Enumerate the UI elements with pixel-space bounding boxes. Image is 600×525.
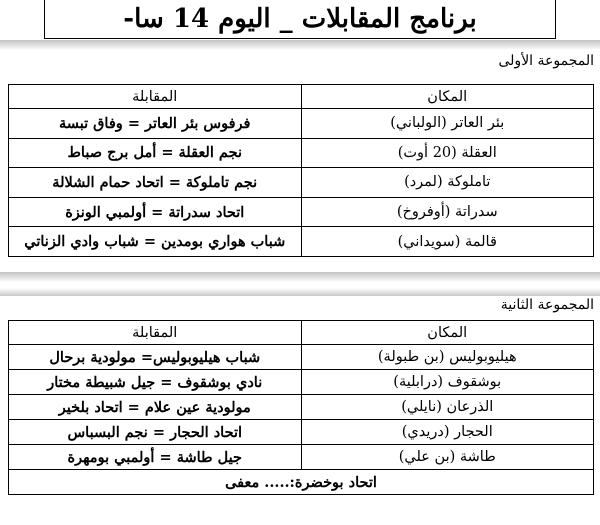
place-cell: بوشقوف (درابلية): [301, 370, 594, 395]
table-row: [9, 395, 594, 420]
place-cell: الذرعان (نايلي): [301, 395, 594, 420]
table-row: [9, 445, 594, 470]
place-cell: تاملوكة (لمرد): [301, 168, 594, 198]
place-cell: الحجار (دريدي): [301, 420, 594, 445]
table-row: [9, 197, 594, 227]
table-header-row: [9, 321, 594, 345]
group2-table: [8, 320, 594, 495]
place-cell: سدراتة (أوفروخ): [301, 197, 594, 227]
table-row: [9, 168, 594, 198]
table-row: [9, 370, 594, 395]
match-cell: نادي بوشقوف = جيل شبيطة مختار: [9, 370, 302, 395]
table-row: [9, 138, 594, 168]
divider-band: [0, 272, 600, 282]
table-row: [9, 109, 594, 139]
match-cell: مولودية عين علام = اتحاد بلخير: [9, 395, 302, 420]
match-cell: شباب هيليوبوليس= مولودية برحال: [9, 345, 302, 370]
table-header-row: [9, 85, 594, 109]
place-cell: بئر العاتر (الولباني): [301, 109, 594, 139]
match-cell: شباب هواري بومدين = شباب وادي الزناتي: [9, 227, 302, 257]
title-box: [44, 0, 556, 39]
divider-band: [0, 288, 600, 296]
header-place: المكان: [301, 85, 594, 109]
header-place: المكان: [301, 321, 594, 345]
match-cell: اتحاد سدراتة = أولمبي الونزة: [9, 197, 302, 227]
table-row: [9, 470, 594, 495]
header-match: المقابلة: [9, 85, 302, 109]
table-row: [9, 345, 594, 370]
match-cell: جيل طاشة = أولمبي بومهرة: [9, 445, 302, 470]
group1-table: [8, 84, 594, 257]
match-cell: نجم تاملوكة = اتحاد حمام الشلالة: [9, 168, 302, 198]
match-cell: اتحاد الحجار = نجم البسباس: [9, 420, 302, 445]
place-cell: قالمة (سويداني): [301, 227, 594, 257]
group2-label: المجموعة الثانية: [500, 297, 594, 313]
match-cell: فرفوس بئر العاتر = وفاق تبسة: [9, 109, 302, 139]
table-row: [9, 420, 594, 445]
bye-note: اتحاد بوخضرة:..... معفى: [9, 470, 594, 495]
place-cell: هيليوبوليس (بن طبولة): [301, 345, 594, 370]
divider-band: [0, 40, 600, 50]
page-title: برنامج المقابلات _ اليوم 14 سا-: [123, 4, 477, 34]
table-row: [9, 227, 594, 257]
match-cell: نجم العقلة = أمل برج صباط: [9, 138, 302, 168]
place-cell: طاشة (بن علي): [301, 445, 594, 470]
place-cell: العقلة (20 أوت): [301, 138, 594, 168]
header-match: المقابلة: [9, 321, 302, 345]
group1-label: المجموعة الأولى: [498, 53, 594, 69]
